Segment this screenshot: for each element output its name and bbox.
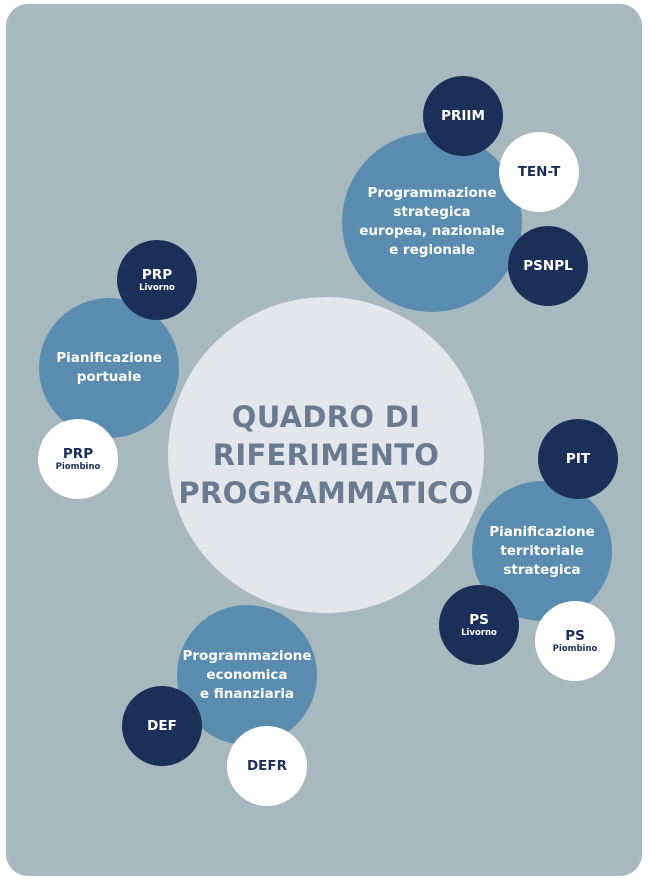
strategic-planning-line-1: Programmazione: [367, 185, 497, 201]
ten-t-node: [499, 132, 579, 212]
priim-node: [423, 76, 503, 156]
strategic-planning-line-3: europea, nazionale: [359, 223, 505, 239]
strategic-planning-line-2: strategica: [393, 204, 471, 220]
economic-planning-line-2: economica: [206, 666, 288, 683]
defr-node: [227, 726, 307, 806]
ps-piombino-node: [535, 601, 615, 681]
prp-piombino-node: [38, 419, 118, 499]
strategic-planning-line-4: e regionale: [389, 242, 475, 258]
priim-label: PRIIM: [441, 108, 485, 124]
port-planning-line-1: Pianificazione: [56, 350, 162, 366]
strategic-planning-circle: [342, 132, 522, 312]
def-node: [122, 686, 202, 766]
ps-livorno-node: [439, 585, 519, 665]
ps-livorno-label: PS: [469, 611, 489, 628]
psnpl-node: [508, 226, 588, 306]
prp-livorno-node: [117, 240, 197, 320]
center-circle: [168, 297, 484, 613]
defr-label: DEFR: [246, 758, 288, 774]
ps-piombino-label: PS: [565, 627, 585, 644]
economic-planning-line-1: Programmazione: [182, 647, 312, 664]
ten-t-label: TEN-T: [517, 164, 561, 180]
def-label: DEF: [147, 718, 177, 734]
center-title-line-3: PROGRAMMATICO: [178, 476, 474, 510]
pit-label: PIT: [565, 451, 591, 467]
ps-piombino-sub: Piombino: [552, 643, 598, 654]
center-title-line-1: QUADRO DI: [231, 400, 421, 434]
center-title-line-2: RIFERIMENTO: [212, 438, 440, 472]
territorial-planning-line-3: strategica: [503, 561, 581, 578]
port-planning-line-2: portuale: [76, 369, 142, 385]
prp-piombino-label: PRP: [62, 445, 94, 462]
pit-node: [538, 419, 618, 499]
prp-livorno-sub: Livorno: [139, 282, 175, 293]
ps-livorno-sub: Livorno: [461, 627, 497, 638]
territorial-planning-line-1: Pianificazione: [489, 523, 595, 540]
psnpl-label: PSNPL: [523, 258, 573, 274]
prp-piombino-sub: Piombino: [55, 461, 101, 472]
territorial-planning-line-2: territoriale: [500, 542, 584, 559]
economic-planning-line-3: e finanziaria: [199, 685, 295, 702]
prp-livorno-label: PRP: [141, 266, 173, 283]
